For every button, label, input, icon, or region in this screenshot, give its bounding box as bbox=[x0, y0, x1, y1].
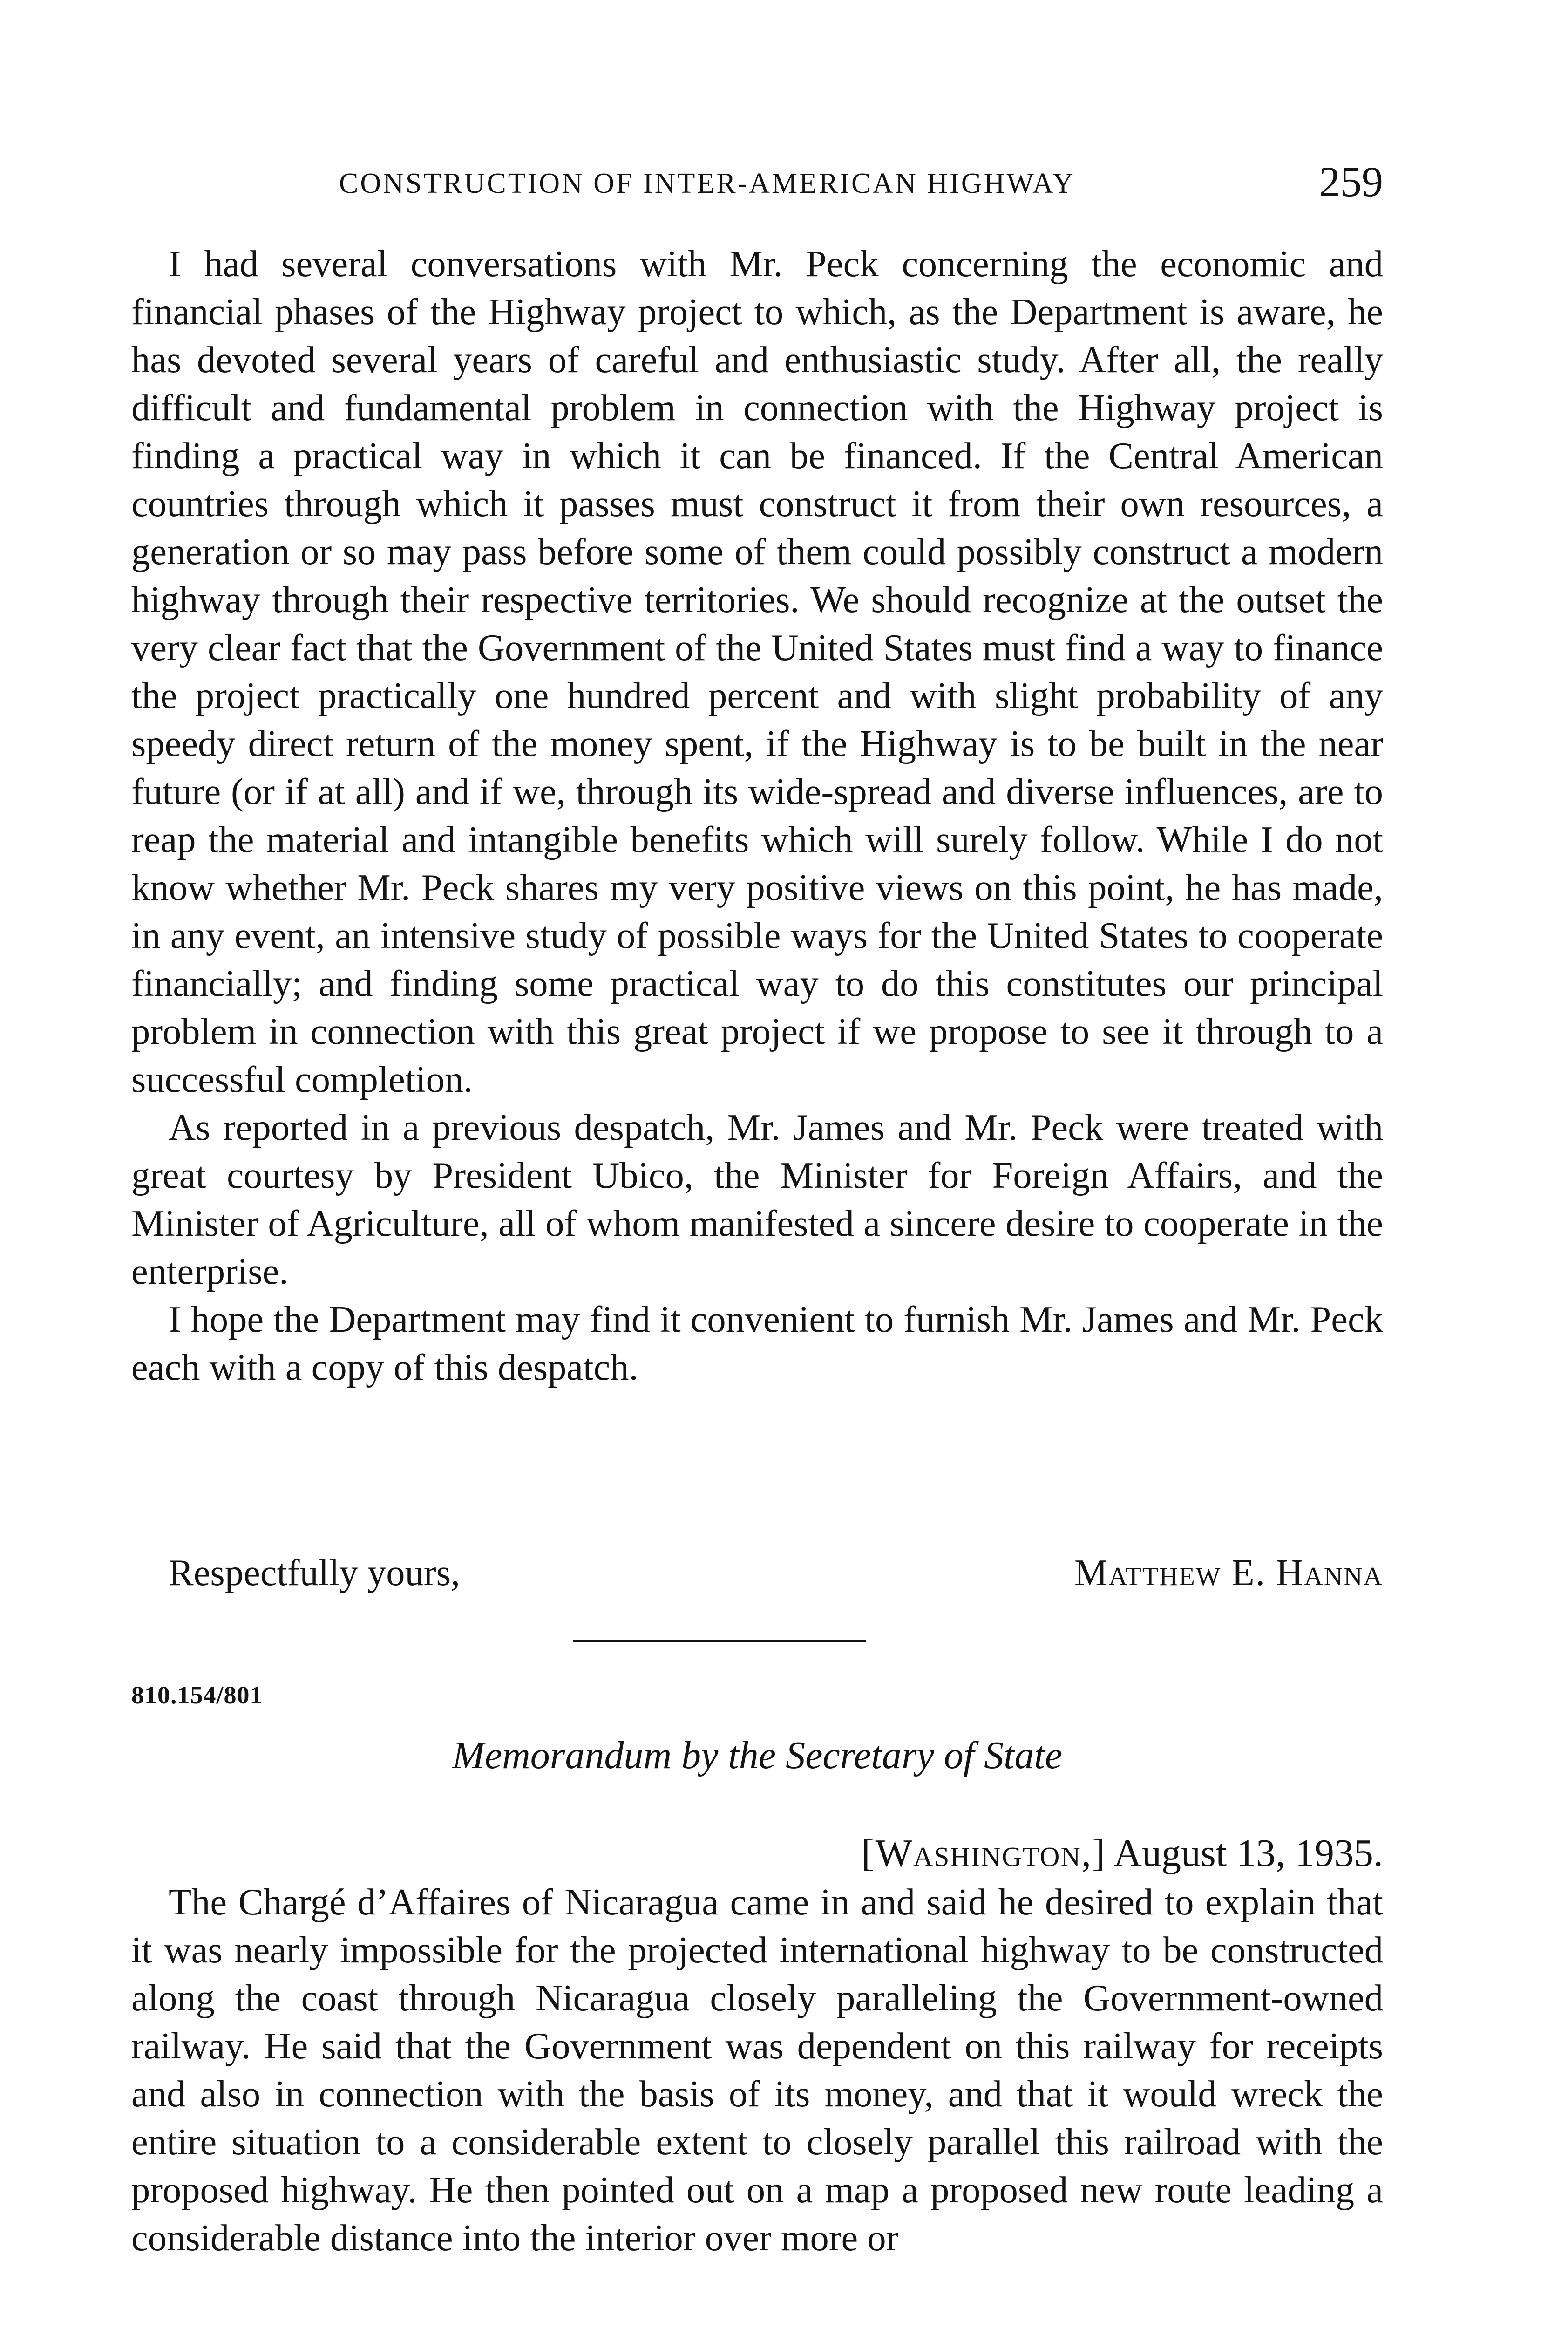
running-head bbox=[131, 158, 1383, 207]
memo-title: Memorandum by the Secretary of State bbox=[452, 1734, 1063, 1777]
letter-closing: Respectfully yours, bbox=[169, 1552, 460, 1594]
page-number: 259 bbox=[1319, 158, 1383, 205]
signature-line bbox=[131, 1549, 1383, 1597]
memo-dateline bbox=[862, 1831, 1383, 1876]
letter-body bbox=[131, 240, 1383, 1391]
letter-signer: Matthew E. Hanna bbox=[1074, 1552, 1383, 1594]
section-divider bbox=[573, 1640, 866, 1642]
memo-date: August 13, 1935. bbox=[1113, 1832, 1383, 1875]
memo-date-place: [Washington,] bbox=[861, 1832, 1106, 1875]
running-title: CONSTRUCTION OF INTER-AMERICAN HIGHWAY bbox=[339, 168, 1075, 199]
letter-paragraph-2: As reported in a previous despatch, Mr. James and Mr. Peck were treated with great courtesy by President Ubico, the Minister for Foreign Affairs, and the Minister of Agriculture, all of whom manifested a sincere desire to cooperate in the enterprise. bbox=[131, 1107, 1383, 1292]
memo-body bbox=[131, 1878, 1383, 2262]
memo-paragraph-1: The Chargé d’Affaires of Nicaragua came in and said he desired to explain that it was nearly impossible for the projected international highway to be constructed along the coast through Nicaragua closely paralleling the Government-owned railway. He said that the Government was dependent on this railway for receipts and also in connection with the basis of its money, and that it would wreck the entire situation to a considerable extent to closely parallel this railroad with the proposed highway. He then pointed out on a map a proposed new route leading a considerable distance into the interior over more or bbox=[131, 1881, 1383, 2259]
letter-paragraph-3: I hope the Department may find it convenient to furnish Mr. James and Mr. Peck each with a copy of this despatch. bbox=[131, 1299, 1383, 1388]
file-number: 810.154/801 bbox=[131, 1681, 263, 1709]
letter-paragraph-1: I had several conversations with Mr. Peck concerning the economic and financial phases of the Highway project to which, as the Department is aware, he has devoted several years of careful and enthusiastic study. After all, the really difficult and fundamental problem in connection with the Highway project is finding a practical way in which it can be financed. If the Central American countries through which it passes must construct it from their own resources, a generation or so may pass before some of them could possibly construct a modern highway through their respective territories. We should recognize at the outset the very clear fact that the Government of the United States must find a way to finance the project practically one hundred percent and with slight probability of any speedy direct return of the money spent, if the Highway is to be built in the near future (or if at all) and if we, through its wide-spread and diverse influences, are to reap the material and intangible benefits which will surely follow. While I do not know whether Mr. Peck shares my very positive views on this point, he has made, in any event, an intensive study of possible ways for the United States to cooperate financially; and finding some practical way to do this constitutes our principal problem in connection with this great project if we propose to see it through to a successful completion. bbox=[131, 243, 1383, 1100]
